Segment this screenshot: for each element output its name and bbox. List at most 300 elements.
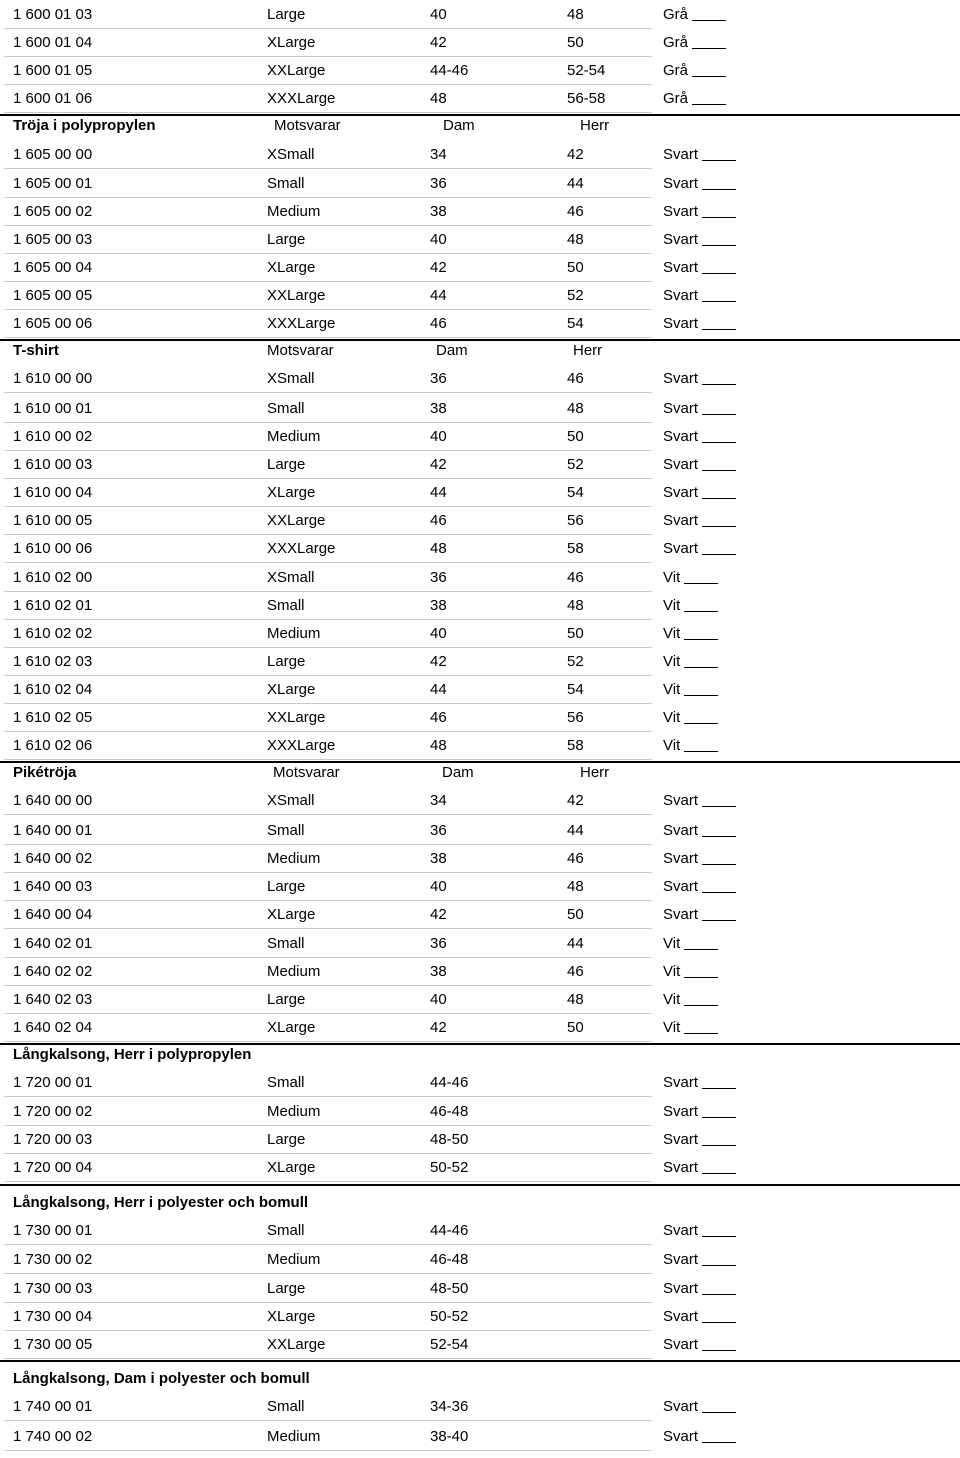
quantity-blank[interactable]	[702, 806, 736, 807]
size-label: XXXLarge	[267, 737, 336, 754]
quantity-blank[interactable]	[702, 1088, 736, 1089]
quantity-blank[interactable]	[702, 554, 736, 555]
row-rule	[4, 225, 652, 226]
color-cell	[663, 1130, 736, 1150]
color-label: Svart	[663, 1336, 699, 1353]
section-divider	[0, 1360, 960, 1362]
color-label: Svart	[663, 175, 699, 192]
article-number: 1 640 00 02	[13, 850, 93, 867]
dam-size: 44-46	[430, 1222, 469, 1239]
color-cell	[663, 5, 726, 25]
table-row	[0, 452, 960, 480]
quantity-blank[interactable]	[702, 836, 736, 837]
article-number: 1 610 02 06	[13, 737, 93, 754]
color-label: Vit	[663, 963, 681, 980]
color-label: Vit	[663, 597, 681, 614]
row-rule	[4, 253, 652, 254]
size-label: Small	[267, 597, 305, 614]
article-number: 1 730 00 01	[13, 1222, 93, 1239]
article-number: 1 605 00 05	[13, 287, 93, 304]
quantity-blank[interactable]	[692, 48, 726, 49]
row-rule	[4, 928, 652, 929]
color-cell	[663, 369, 736, 389]
dam-size: 40	[430, 991, 447, 1008]
color-label: Grå	[663, 34, 689, 51]
table-row	[0, 1099, 960, 1127]
article-number: 1 600 01 06	[13, 90, 93, 107]
size-label: XSmall	[267, 146, 315, 163]
color-cell	[663, 1307, 736, 1327]
row-rule	[4, 506, 652, 507]
article-number: 1 610 00 01	[13, 400, 93, 417]
quantity-blank[interactable]	[684, 583, 718, 584]
size-label: Large	[267, 1131, 306, 1148]
table-row	[0, 818, 960, 846]
size-label: XXLarge	[267, 512, 326, 529]
color-label: Vit	[663, 935, 681, 952]
color-label: Vit	[663, 737, 681, 754]
table-row	[0, 649, 960, 677]
quantity-blank[interactable]	[702, 1412, 736, 1413]
article-number: 1 610 00 00	[13, 370, 93, 387]
article-number: 1 640 02 01	[13, 935, 93, 952]
color-label: Vit	[663, 653, 681, 670]
dam-size: 38-40	[430, 1428, 469, 1445]
quantity-blank[interactable]	[692, 20, 726, 21]
dam-size: 40	[430, 625, 447, 642]
color-label: Vit	[663, 681, 681, 698]
color-cell	[663, 962, 718, 982]
table-row	[0, 1247, 960, 1275]
row-rule	[4, 534, 652, 535]
dam-size: 48-50	[430, 1280, 469, 1297]
article-number: 1 740 00 02	[13, 1428, 93, 1445]
quantity-blank[interactable]	[702, 1322, 736, 1323]
color-cell	[663, 652, 718, 672]
color-cell	[663, 821, 736, 841]
section-divider	[0, 1184, 960, 1186]
dam-size: 50-52	[430, 1159, 469, 1176]
color-label: Svart	[663, 540, 699, 557]
dam-size: 38	[430, 203, 447, 220]
row-rule	[4, 1013, 652, 1014]
herr-size: 56-58	[567, 90, 606, 107]
column-header: Dam	[442, 764, 474, 781]
dam-size: 40	[430, 6, 447, 23]
row-rule	[4, 28, 652, 29]
herr-size: 50	[567, 625, 584, 642]
herr-size: 52	[567, 653, 584, 670]
color-label: Vit	[663, 625, 681, 642]
section-title: T-shirt	[13, 342, 59, 359]
herr-size: 50	[567, 906, 584, 923]
dam-size: 46	[430, 709, 447, 726]
quantity-blank[interactable]	[702, 1173, 736, 1174]
article-number: 1 605 00 03	[13, 231, 93, 248]
quantity-blank[interactable]	[702, 498, 736, 499]
size-label: Medium	[267, 1251, 321, 1268]
herr-size: 46	[567, 370, 584, 387]
color-label: Svart	[663, 231, 699, 248]
quantity-blank[interactable]	[702, 1145, 736, 1146]
color-cell	[663, 990, 718, 1010]
quantity-blank[interactable]	[702, 470, 736, 471]
article-number: 1 640 00 03	[13, 878, 93, 895]
size-label: XXXLarge	[267, 90, 336, 107]
article-number: 1 600 01 03	[13, 6, 93, 23]
quantity-blank[interactable]	[702, 414, 736, 415]
dam-size: 44-46	[430, 62, 469, 79]
color-cell	[663, 89, 726, 109]
size-label: XSmall	[267, 569, 315, 586]
size-label: XXLarge	[267, 62, 326, 79]
dam-size: 44-46	[430, 1074, 469, 1091]
dam-size: 42	[430, 1019, 447, 1036]
herr-size: 52-54	[567, 62, 606, 79]
herr-size: 52	[567, 287, 584, 304]
color-label: Svart	[663, 850, 699, 867]
quantity-blank[interactable]	[702, 273, 736, 274]
table-row	[0, 902, 960, 930]
color-cell	[663, 483, 736, 503]
table-row	[0, 1304, 960, 1332]
size-label: XSmall	[267, 792, 315, 809]
table-row	[0, 1332, 960, 1360]
quantity-blank[interactable]	[684, 723, 718, 724]
color-label: Grå	[663, 62, 689, 79]
quantity-blank[interactable]	[702, 160, 736, 161]
column-header: Dam	[436, 342, 468, 359]
color-cell	[663, 1158, 736, 1178]
color-label: Svart	[663, 1159, 699, 1176]
article-number: 1 610 02 05	[13, 709, 93, 726]
table-row	[0, 733, 960, 761]
dam-size: 34-36	[430, 1398, 469, 1415]
color-label: Svart	[663, 1131, 699, 1148]
quantity-blank[interactable]	[684, 949, 718, 950]
table-row	[0, 311, 960, 339]
dam-size: 36	[430, 822, 447, 839]
herr-size: 42	[567, 792, 584, 809]
table-row	[0, 874, 960, 902]
quantity-blank[interactable]	[702, 384, 736, 385]
row-rule	[4, 1244, 652, 1245]
color-cell	[663, 905, 736, 925]
color-cell	[663, 791, 736, 811]
color-cell	[663, 1018, 718, 1038]
dam-size: 52-54	[430, 1336, 469, 1353]
row-rule	[4, 1153, 652, 1154]
dam-size: 36	[430, 370, 447, 387]
color-cell	[663, 33, 726, 53]
color-cell	[663, 174, 736, 194]
color-label: Svart	[663, 428, 699, 445]
table-row	[0, 1127, 960, 1155]
article-number: 1 640 02 04	[13, 1019, 93, 1036]
row-rule	[4, 168, 652, 169]
row-rule	[4, 1096, 652, 1097]
quantity-blank[interactable]	[684, 667, 718, 668]
herr-size: 44	[567, 822, 584, 839]
size-label: Medium	[267, 1103, 321, 1120]
color-cell	[663, 849, 736, 869]
size-label: XXLarge	[267, 287, 326, 304]
row-rule	[4, 1358, 652, 1359]
color-label: Svart	[663, 822, 699, 839]
quantity-blank[interactable]	[702, 1117, 736, 1118]
table-row	[0, 1218, 960, 1246]
quantity-blank[interactable]	[702, 1236, 736, 1237]
row-rule	[4, 844, 652, 845]
size-label: XLarge	[267, 1308, 316, 1325]
section-title: Långkalsong, Herr i polyester och bomull	[13, 1194, 309, 1211]
dam-size: 42	[430, 259, 447, 276]
row-rule	[4, 759, 652, 760]
quantity-blank[interactable]	[702, 1350, 736, 1351]
quantity-blank[interactable]	[702, 920, 736, 921]
table-row	[0, 396, 960, 424]
article-number: 1 730 00 04	[13, 1308, 93, 1325]
herr-size: 58	[567, 737, 584, 754]
color-label: Svart	[663, 146, 699, 163]
size-label: Small	[267, 822, 305, 839]
color-label: Svart	[663, 792, 699, 809]
quantity-blank[interactable]	[702, 329, 736, 330]
herr-size: 48	[567, 878, 584, 895]
row-rule	[4, 309, 652, 310]
dam-size: 42	[430, 906, 447, 923]
color-label: Svart	[663, 456, 699, 473]
row-rule	[4, 872, 652, 873]
row-rule	[4, 392, 652, 393]
row-rule	[4, 281, 652, 282]
row-rule	[4, 1302, 652, 1303]
article-number: 1 640 02 03	[13, 991, 93, 1008]
size-label: Small	[267, 935, 305, 952]
column-header: Herr	[580, 764, 610, 781]
size-label: XSmall	[267, 370, 315, 387]
table-row	[0, 677, 960, 705]
quantity-blank[interactable]	[692, 76, 726, 77]
size-label: Medium	[267, 203, 321, 220]
dam-size: 38	[430, 597, 447, 614]
herr-size: 50	[567, 1019, 584, 1036]
row-rule	[4, 1330, 652, 1331]
size-label: Small	[267, 1222, 305, 1239]
quantity-blank[interactable]	[702, 301, 736, 302]
color-cell	[663, 708, 718, 728]
article-number: 1 605 00 02	[13, 203, 93, 220]
herr-size: 50	[567, 259, 584, 276]
color-label: Svart	[663, 1074, 699, 1091]
article-number: 1 640 00 04	[13, 906, 93, 923]
color-label: Svart	[663, 484, 699, 501]
row-rule	[4, 1450, 652, 1451]
herr-size: 56	[567, 512, 584, 529]
article-number: 1 640 00 01	[13, 822, 93, 839]
color-label: Grå	[663, 6, 689, 23]
quantity-blank[interactable]	[684, 977, 718, 978]
row-rule	[4, 900, 652, 901]
dam-size: 40	[430, 878, 447, 895]
table-row	[0, 846, 960, 874]
color-cell	[663, 877, 736, 897]
color-label: Svart	[663, 1251, 699, 1268]
dam-size: 46	[430, 512, 447, 529]
color-cell	[663, 680, 718, 700]
color-cell	[663, 427, 736, 447]
quantity-blank[interactable]	[684, 639, 718, 640]
color-label: Vit	[663, 569, 681, 586]
size-label: XXLarge	[267, 1336, 326, 1353]
color-label: Svart	[663, 878, 699, 895]
quantity-blank[interactable]	[684, 611, 718, 612]
table-row	[0, 565, 960, 593]
color-label: Svart	[663, 315, 699, 332]
quantity-blank[interactable]	[702, 189, 736, 190]
dam-size: 40	[430, 231, 447, 248]
article-number: 1 610 00 06	[13, 540, 93, 557]
quantity-blank[interactable]	[684, 1033, 718, 1034]
table-row	[0, 480, 960, 508]
size-label: Small	[267, 1398, 305, 1415]
quantity-blank[interactable]	[684, 695, 718, 696]
herr-size: 42	[567, 146, 584, 163]
article-number: 1 730 00 03	[13, 1280, 93, 1297]
color-label: Vit	[663, 1019, 681, 1036]
dam-size: 40	[430, 428, 447, 445]
color-cell	[663, 736, 718, 756]
row-rule	[4, 337, 652, 338]
size-label: XXXLarge	[267, 540, 336, 557]
column-header: Motsvarar	[267, 342, 334, 359]
article-number: 1 610 02 01	[13, 597, 93, 614]
herr-size: 44	[567, 935, 584, 952]
table-row	[0, 1155, 960, 1183]
article-number: 1 610 02 04	[13, 681, 93, 698]
color-label: Grå	[663, 90, 689, 107]
dam-size: 44	[430, 681, 447, 698]
table-row	[0, 593, 960, 621]
dam-size: 48	[430, 90, 447, 107]
column-header: Dam	[443, 117, 475, 134]
color-label: Vit	[663, 991, 681, 1008]
size-label: Medium	[267, 850, 321, 867]
article-number: 1 610 02 00	[13, 569, 93, 586]
color-cell	[663, 202, 736, 222]
herr-size: 44	[567, 175, 584, 192]
color-cell	[663, 1279, 736, 1299]
article-number: 1 730 00 02	[13, 1251, 93, 1268]
row-rule	[4, 703, 652, 704]
herr-size: 48	[567, 400, 584, 417]
dam-size: 38	[430, 850, 447, 867]
row-rule	[4, 1420, 652, 1421]
quantity-blank[interactable]	[702, 1265, 736, 1266]
herr-size: 48	[567, 991, 584, 1008]
table-row	[0, 1276, 960, 1304]
row-rule	[4, 112, 652, 113]
quantity-blank[interactable]	[684, 1005, 718, 1006]
quantity-blank[interactable]	[702, 1442, 736, 1443]
table-row	[0, 283, 960, 311]
row-rule	[4, 422, 652, 423]
column-header: Motsvarar	[274, 117, 341, 134]
table-row	[0, 199, 960, 227]
table-row	[0, 508, 960, 536]
herr-size: 48	[567, 6, 584, 23]
row-rule	[4, 450, 652, 451]
dam-size: 38	[430, 963, 447, 980]
table-row	[0, 58, 960, 86]
size-label: XLarge	[267, 259, 316, 276]
dam-size: 42	[430, 34, 447, 51]
row-rule	[4, 1273, 652, 1274]
section-title: Pikétröja	[13, 764, 77, 781]
quantity-blank[interactable]	[692, 104, 726, 105]
quantity-blank[interactable]	[702, 442, 736, 443]
dam-size: 44	[430, 484, 447, 501]
dam-size: 48	[430, 540, 447, 557]
quantity-blank[interactable]	[702, 526, 736, 527]
dam-size: 38	[430, 400, 447, 417]
color-cell	[663, 61, 726, 81]
quantity-blank[interactable]	[684, 751, 718, 752]
size-label: XXXLarge	[267, 315, 336, 332]
herr-size: 52	[567, 456, 584, 473]
herr-size: 56	[567, 709, 584, 726]
quantity-blank[interactable]	[702, 864, 736, 865]
table-row	[0, 1070, 960, 1098]
table-row	[0, 959, 960, 987]
quantity-blank[interactable]	[702, 892, 736, 893]
article-number: 1 610 02 02	[13, 625, 93, 642]
row-rule	[4, 619, 652, 620]
color-cell	[663, 145, 736, 165]
color-cell	[663, 568, 718, 588]
color-cell	[663, 1397, 736, 1417]
color-label: Svart	[663, 1280, 699, 1297]
color-label: Svart	[663, 1103, 699, 1120]
article-number: 1 740 00 01	[13, 1398, 93, 1415]
table-row	[0, 987, 960, 1015]
article-number: 1 605 00 06	[13, 315, 93, 332]
section-title: Tröja i polypropylen	[13, 117, 156, 134]
size-label: XLarge	[267, 34, 316, 51]
article-number: 1 720 00 02	[13, 1103, 93, 1120]
size-label: XXLarge	[267, 709, 326, 726]
herr-size: 46	[567, 569, 584, 586]
quantity-blank[interactable]	[702, 1294, 736, 1295]
article-number: 1 610 00 04	[13, 484, 93, 501]
dam-size: 44	[430, 287, 447, 304]
size-label: Small	[267, 175, 305, 192]
color-cell	[663, 511, 736, 531]
quantity-blank[interactable]	[702, 217, 736, 218]
size-label: Large	[267, 1280, 306, 1297]
quantity-blank[interactable]	[702, 245, 736, 246]
article-number: 1 610 00 03	[13, 456, 93, 473]
table-row	[0, 86, 960, 114]
column-header: Herr	[573, 342, 603, 359]
dam-size: 48	[430, 737, 447, 754]
article-number: 1 605 00 01	[13, 175, 93, 192]
table-row	[0, 788, 960, 816]
color-label: Svart	[663, 370, 699, 387]
dam-size: 50-52	[430, 1308, 469, 1325]
row-rule	[4, 562, 652, 563]
article-number: 1 640 00 00	[13, 792, 93, 809]
